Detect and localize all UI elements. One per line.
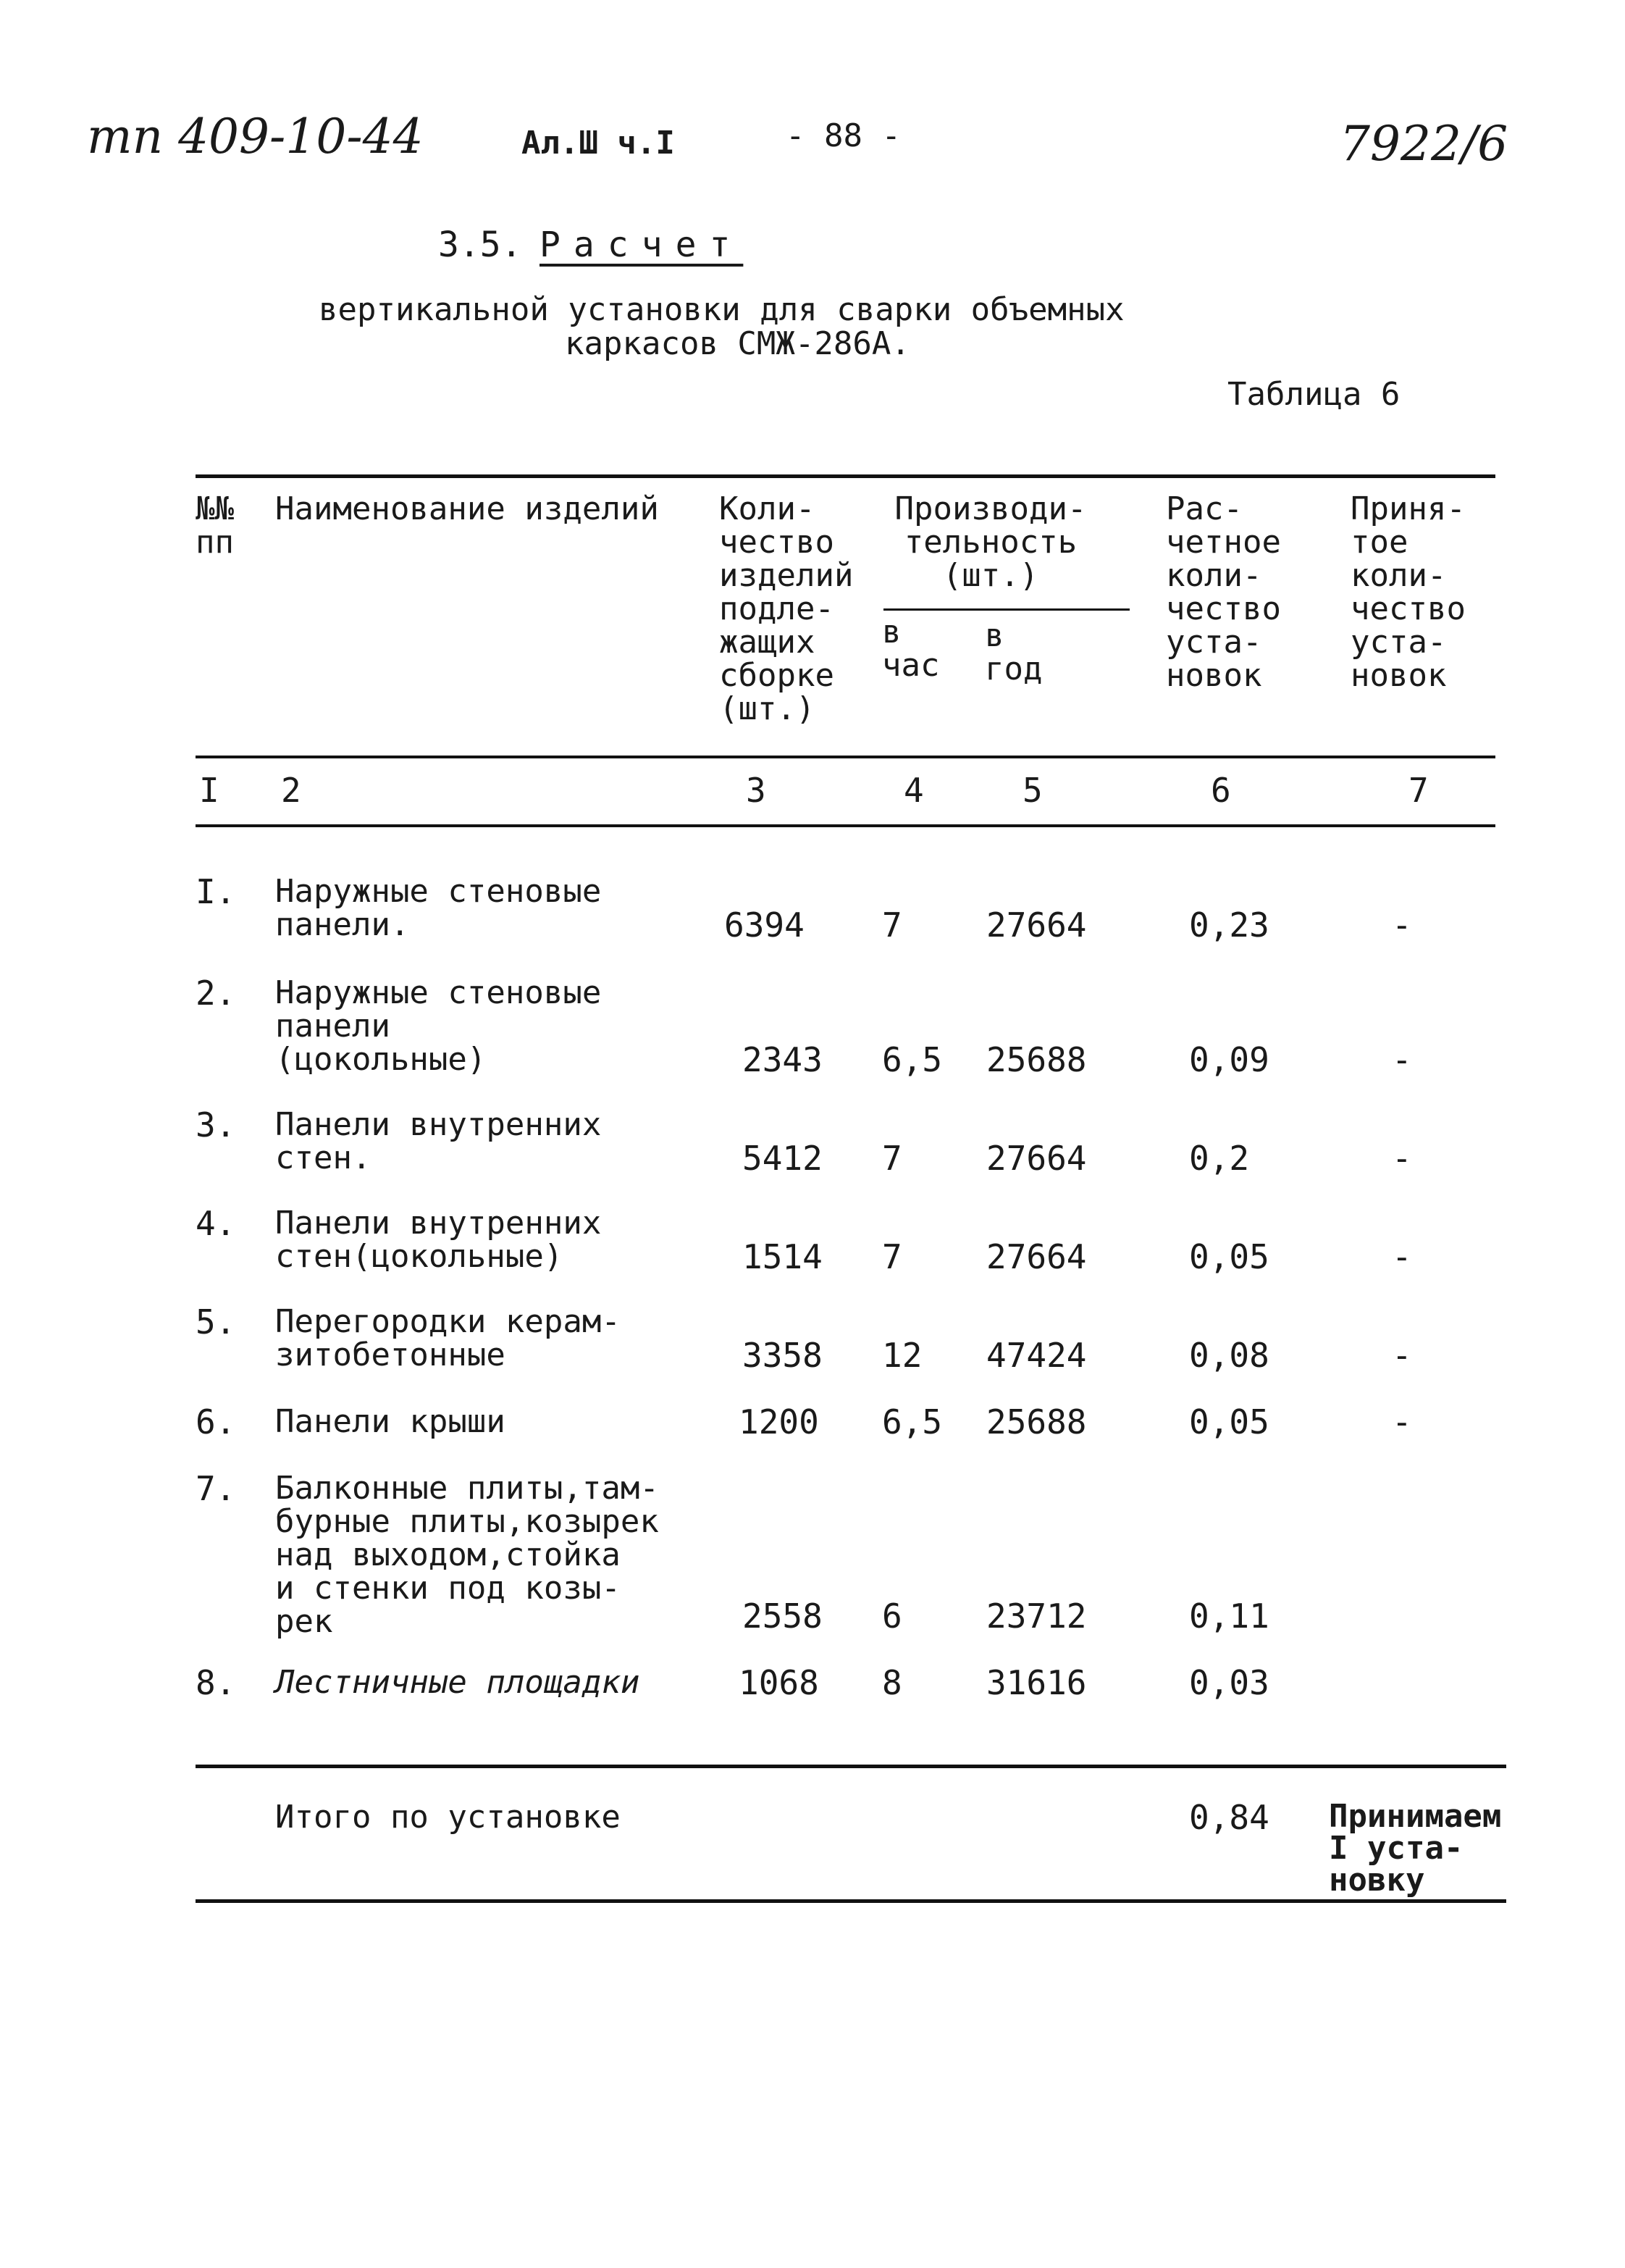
col-header-number: №№ пп	[196, 490, 234, 561]
item-per-year: 23712	[986, 1597, 1087, 1636]
total-label: Итого по установке	[275, 1799, 621, 1836]
table-top-rule	[196, 474, 1495, 478]
row-number: 2.	[196, 974, 236, 1013]
col-header-name: Наименование изделий	[275, 490, 659, 527]
item-per-year: 27664	[986, 905, 1087, 945]
item-per-hour: 6,5	[882, 1402, 943, 1441]
item-calculated: 0,2	[1189, 1139, 1250, 1178]
row-number: 3.	[196, 1105, 236, 1145]
item-quantity: 1200	[739, 1402, 819, 1441]
item-per-hour: 6,5	[882, 1040, 943, 1079]
item-name: Наружные стеновые панели.	[275, 873, 602, 943]
item-accepted: -	[1392, 1040, 1412, 1079]
total-accepted: Принимаем I уста- новку	[1329, 1798, 1502, 1899]
colnum-bottom-rule	[196, 824, 1495, 827]
column-number: 3	[746, 771, 766, 810]
item-per-hour: 7	[882, 905, 902, 945]
album-label: Ал.Ш ч.I	[521, 125, 675, 162]
item-calculated: 0,05	[1189, 1237, 1269, 1276]
item-per-hour: 7	[882, 1237, 902, 1276]
item-accepted: -	[1392, 1336, 1412, 1375]
column-number: 2	[281, 771, 301, 810]
item-quantity: 5412	[742, 1139, 823, 1178]
body-bottom-rule	[196, 1765, 1506, 1768]
item-calculated: 0,09	[1189, 1040, 1269, 1079]
section-subtitle-line2: каркасов СМЖ-286А.	[565, 325, 910, 362]
item-calculated: 0,03	[1189, 1663, 1269, 1702]
item-per-year: 47424	[986, 1336, 1087, 1375]
column-number: I	[199, 771, 219, 810]
total-calculated: 0,84	[1189, 1798, 1269, 1837]
row-number: 5.	[196, 1302, 236, 1342]
sheet-number: 7922/6	[1340, 116, 1508, 172]
item-calculated: 0,23	[1189, 905, 1269, 945]
item-name: Перегородки керам- зитобетонные	[275, 1303, 621, 1373]
header-bottom-rule	[196, 756, 1495, 758]
col-header-per-year: в год	[985, 617, 1043, 687]
row-number: 8.	[196, 1663, 236, 1702]
col-header-accepted: Приня- тое коли- чество уста- новок	[1351, 490, 1466, 694]
page-number: - 88 -	[786, 117, 901, 154]
item-per-year: 27664	[986, 1237, 1087, 1276]
section-title: Расчет	[539, 225, 744, 265]
item-per-year: 31616	[986, 1663, 1087, 1702]
row-number: 7.	[196, 1469, 236, 1508]
item-per-year: 25688	[986, 1402, 1087, 1441]
item-name: Лестничные площадки	[275, 1664, 640, 1701]
row-number: 6.	[196, 1402, 236, 1441]
item-accepted: -	[1392, 1237, 1412, 1276]
col-header-quantity: Коли- чество изделий подле- жащих сборке (шт.)	[719, 490, 854, 727]
item-name: Балконные плиты,там- бурные плиты,козырек над выходом,стойка и стенки под козы- рек	[275, 1470, 659, 1640]
col-header-calculated: Рас- четное коли- чество уста- новок	[1166, 490, 1281, 694]
column-number: 4	[904, 771, 924, 810]
col-header-productivity: Производи- тельность (шт.)	[894, 490, 1087, 594]
item-name: Панели внутренних стен(цокольные)	[275, 1205, 602, 1275]
table-label: Таблица 6	[1227, 376, 1401, 413]
item-per-year: 25688	[986, 1040, 1087, 1079]
item-per-hour: 12	[882, 1336, 923, 1375]
item-calculated: 0,11	[1189, 1597, 1269, 1636]
item-quantity: 1068	[739, 1663, 819, 1702]
item-accepted: -	[1392, 905, 1412, 945]
row-number: 4.	[196, 1204, 236, 1243]
column-number: 7	[1408, 771, 1429, 810]
item-per-hour: 7	[882, 1139, 902, 1178]
column-number: 5	[1023, 771, 1043, 810]
item-quantity: 3358	[742, 1336, 823, 1375]
section-subtitle-line1: вертикальной установки для сварки объемных	[319, 291, 1125, 328]
col-header-per-hour: в час	[882, 614, 940, 684]
item-accepted: -	[1392, 1402, 1412, 1441]
document-code: тп 409-10-44	[87, 109, 424, 164]
item-name: Панели крыши	[275, 1403, 505, 1440]
table-bottom-rule	[196, 1899, 1506, 1903]
section-number: 3.5.	[438, 225, 522, 265]
item-per-hour: 6	[882, 1597, 902, 1636]
item-quantity: 2343	[742, 1040, 823, 1079]
productivity-subrule	[883, 608, 1130, 611]
column-number: 6	[1211, 771, 1231, 810]
item-name: Панели внутренних стен.	[275, 1106, 602, 1176]
item-per-hour: 8	[882, 1663, 902, 1702]
item-quantity: 2558	[742, 1597, 823, 1636]
item-quantity: 1514	[742, 1237, 823, 1276]
item-name: Наружные стеновые панели (цокольные)	[275, 974, 602, 1078]
row-number: I.	[196, 872, 236, 911]
item-accepted: -	[1392, 1139, 1412, 1178]
item-per-year: 27664	[986, 1139, 1087, 1178]
item-calculated: 0,05	[1189, 1402, 1269, 1441]
item-calculated: 0,08	[1189, 1336, 1269, 1375]
item-quantity: 6394	[724, 905, 805, 945]
